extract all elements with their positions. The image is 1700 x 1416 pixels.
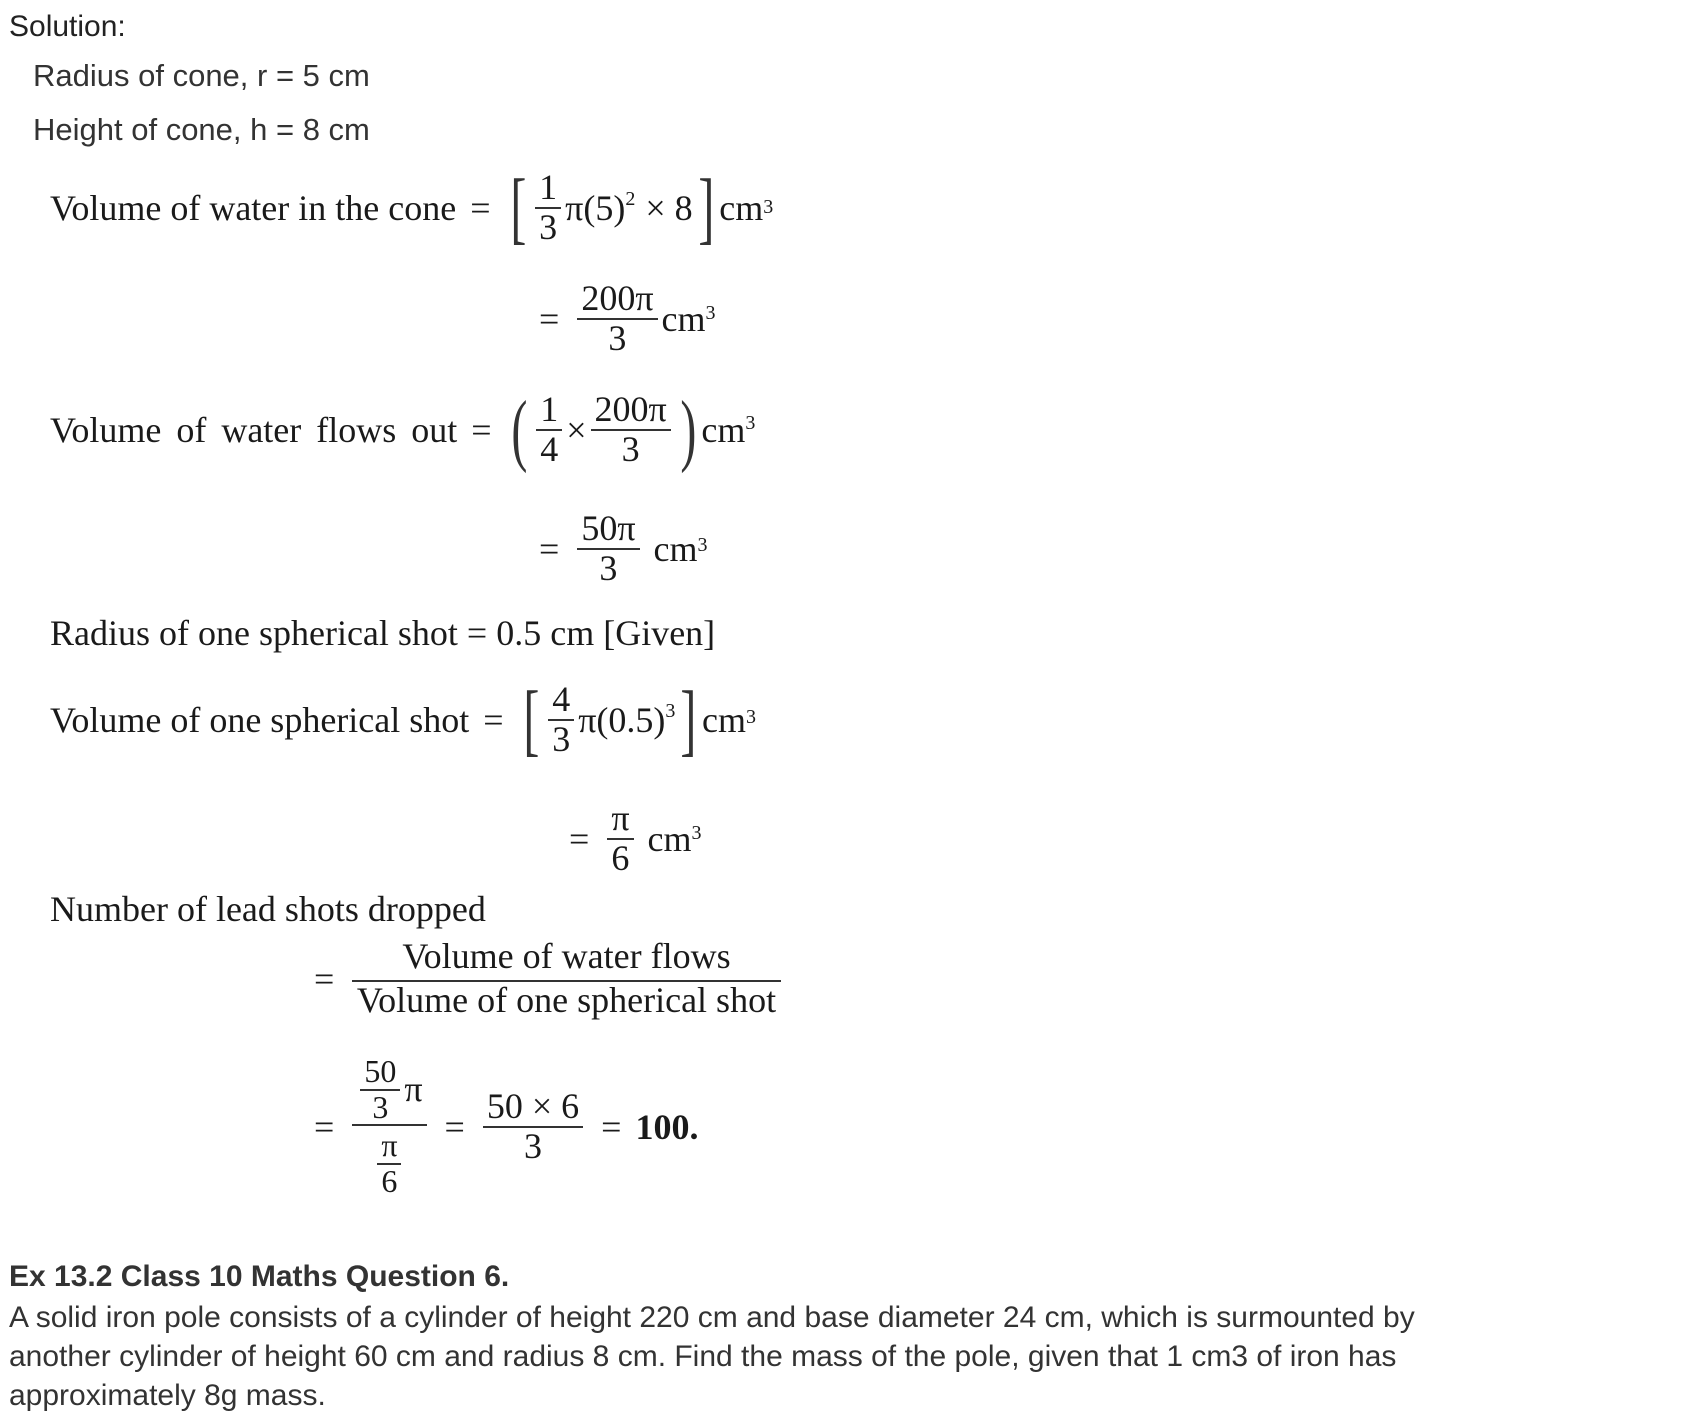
question-text [9,1298,1415,1415]
solution-label: Solution: [9,10,126,43]
unit: cm [719,188,764,228]
fraction [577,510,639,588]
unit-exponent: 3 [763,196,774,218]
fraction [535,169,561,247]
question-line: A solid iron pole consists of a cylinder of height 220 cm and base diameter 24 cm, which is surmounted by [9,1301,1415,1334]
unit-exponent: 3 [746,706,756,728]
numerator [352,1055,426,1126]
unit: cm [661,298,706,339]
fraction [536,391,562,469]
exponent: 3 [665,700,676,722]
unit: cm [647,818,692,859]
denominator: 3 [552,719,571,759]
count-calc [300,1055,698,1198]
equals: = [314,1106,335,1147]
denominator: 6 [381,1162,398,1199]
numerator: π [607,800,633,840]
expr-tail: × 8 [645,188,693,228]
denominator: 3 [539,207,558,247]
count-label: Number of lead shots dropped [50,889,486,929]
fraction [483,1085,583,1166]
shot-radius: Radius of one spherical shot = 0.5 cm [Given] [50,613,716,653]
equals: = [539,298,560,339]
unit: cm [702,700,746,740]
bracket: [ [509,164,526,252]
flow-volume-label: Volume of water flows out [50,410,458,450]
equals: = [314,958,335,999]
numerator: 1 [536,391,562,431]
cone-volume-line [50,164,774,252]
fraction [377,1129,401,1198]
shot-volume-label: Volume of one spherical shot [50,700,470,740]
numerator: 200π [591,391,671,431]
flow-volume-result [525,510,707,588]
shot-volume-result [555,800,701,878]
shot-volume-line [50,676,756,764]
question-line: another cylinder of height 60 cm and radius 8 cm. Find the mass of the pole, given that 1 cm3 of iron has [9,1340,1397,1373]
unit: cm [653,528,698,569]
fraction [607,800,633,878]
numerator: Volume of water flows [352,938,780,982]
unit: cm [701,410,746,450]
expr: π(5) [565,188,626,228]
equals: = [483,700,504,740]
count-ratio [300,938,785,1020]
denominator: 3 [608,317,627,358]
fraction [591,391,671,469]
fraction [577,280,657,358]
equals: = [470,188,491,228]
cone-volume-label: Volume of water in the cone [50,188,457,228]
equals: = [471,410,492,450]
bracket: ] [697,164,714,252]
fraction [360,1055,400,1124]
numerator: 50π [577,510,639,550]
unit-exponent: 3 [705,302,716,324]
fraction [352,938,780,1020]
numerator: 50 × 6 [483,1088,583,1128]
final-answer: 100. [635,1106,699,1147]
denominator: 3 [599,547,618,588]
denominator [369,1126,409,1198]
unit-exponent: 3 [697,534,708,556]
exponent: 2 [625,188,636,210]
numerator: 1 [535,169,561,209]
denominator: 3 [372,1088,389,1125]
denominator: 3 [621,429,640,469]
numerator: 200π [577,280,657,320]
equals: = [539,528,560,569]
numerator: 50 [360,1055,400,1091]
given-radius: Radius of cone, r = 5 cm [33,58,370,93]
paren: ( [510,386,527,474]
numerator: 4 [548,681,574,721]
numerator: π [377,1129,401,1165]
compound-fraction [352,1055,426,1198]
equals: = [569,818,590,859]
cone-volume-result [525,280,715,358]
bracket: [ [522,676,539,764]
times: × [566,410,587,450]
denominator: 6 [611,837,630,878]
given-height: Height of cone, h = 8 cm [33,112,370,147]
question-title: Ex 13.2 Class 10 Maths Question 6. [9,1260,510,1293]
question-line: approximately 8g mass. [9,1379,326,1412]
expr: π(0.5) [578,700,666,740]
bracket: ] [680,676,697,764]
equals: = [444,1106,465,1147]
flow-volume-line [50,386,756,474]
denominator: Volume of one spherical shot [356,979,777,1020]
unit-exponent: 3 [691,822,702,844]
unit-exponent: 3 [745,412,756,434]
paren: ) [680,386,697,474]
denominator: 4 [540,429,559,469]
equals: = [601,1106,622,1147]
fraction [548,681,574,759]
pi: π [404,1068,423,1109]
denominator: 3 [523,1125,542,1166]
